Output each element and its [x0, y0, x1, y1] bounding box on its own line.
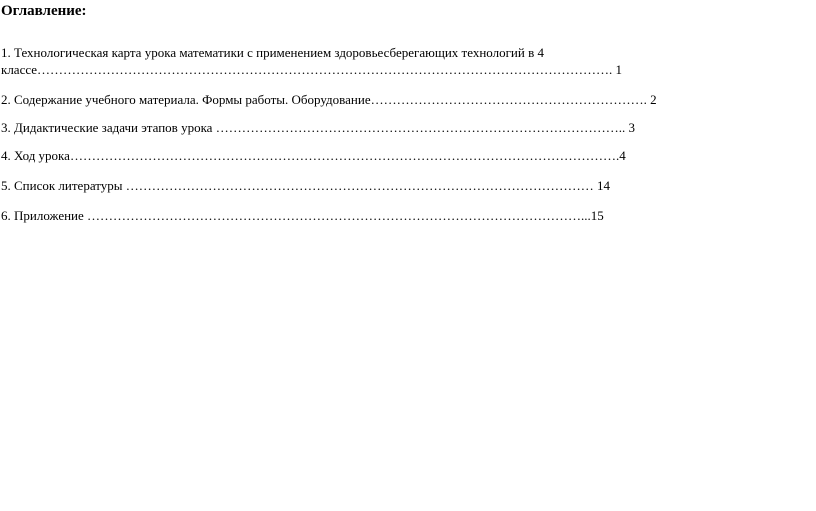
toc-entry-4: 4. Ход урока……………………………………………………………………………………………………………….4 [1, 148, 626, 163]
toc-title: Оглавление: [1, 3, 87, 19]
toc-entry-3: 3. Дидактические задачи этапов урока ………………………………………………………………………………….. 3 [1, 120, 635, 135]
toc-entry-5: 5. Список литературы ……………………………………………………………………………………………… 14 [1, 178, 610, 193]
toc-entry-2: 2. Содержание учебного материала. Формы работы. Оборудование………………………………………………………. 2 [1, 92, 657, 107]
toc-entry-1-line-2: классе……………………………………………………………………………………………………………………. 1 [1, 62, 623, 77]
toc-entry-6: 6. Приложение ……………………………………………………………………………………………………...15 [1, 208, 604, 223]
toc-entry-1-line-1: 1. Технологическая карта урока математики с применением здоровьесберегающих технологий в 4 [1, 45, 544, 60]
